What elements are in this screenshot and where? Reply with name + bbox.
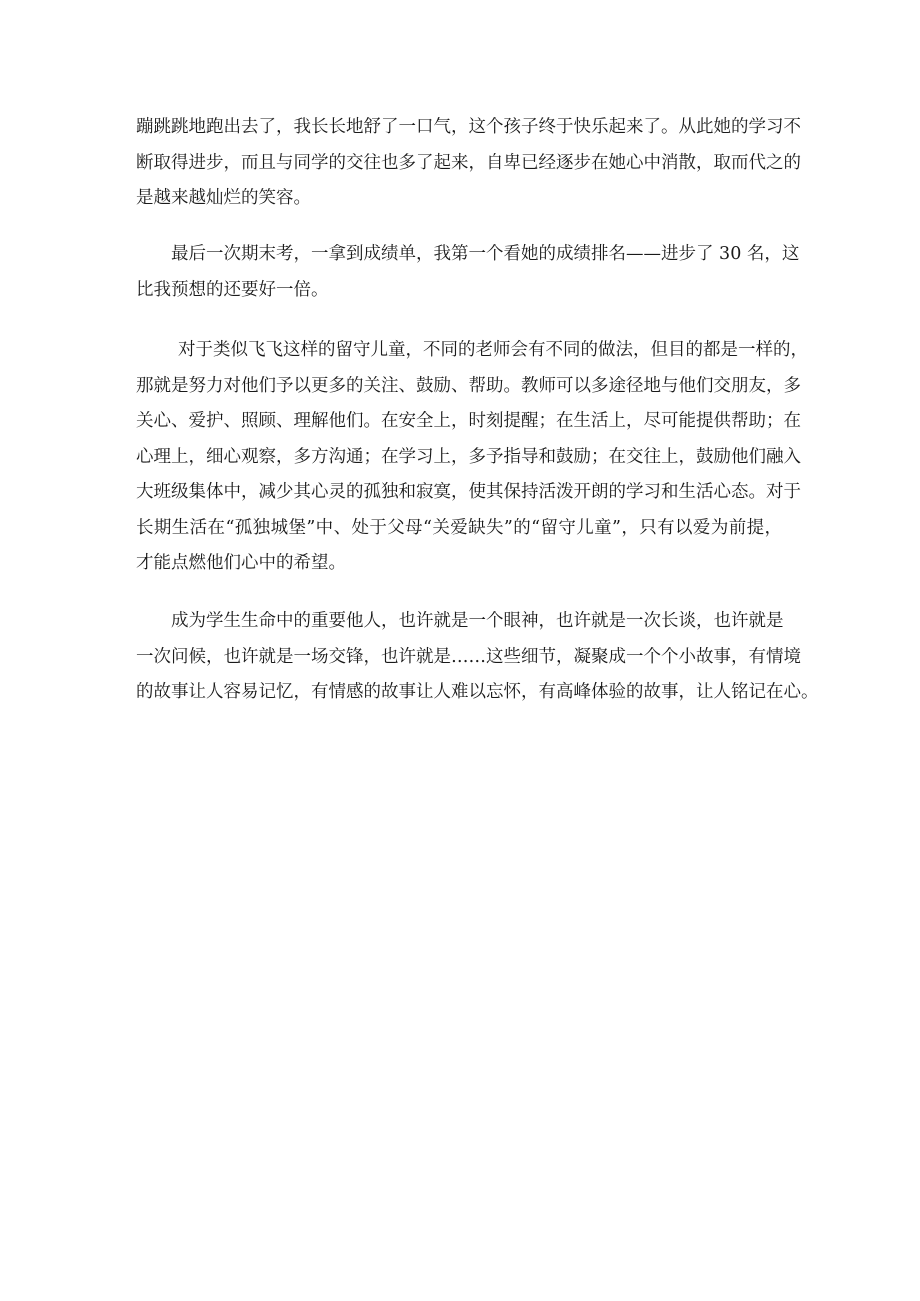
paragraph-line: 才能点燃他们心中的希望。 [136,553,346,573]
paragraph-line: 那就是努力对他们予以更多的关注、鼓励、帮助。教师可以多途径地与他们交朋友，多 [136,375,801,396]
paragraph-line: 最后一次期末考，一拿到成绩单，我第一个看她的成绩排名——进步了 30 名，这 [171,244,800,264]
paragraph-2 [136,237,800,308]
paragraph-3 [136,333,808,582]
paragraph-line: 心理上，细心观察，多方沟通；在学习上，多予指导和鼓励；在交往上，鼓励他们融入 [136,446,801,467]
paragraph-line: 成为学生生命中的重要他人，也许就是一个眼神，也许就是一次长谈，也许就是 [171,611,784,631]
paragraph-line: 是越来越灿烂的笑容。 [136,188,311,208]
paragraph-line: 的故事让人容易记忆，有情感的故事让人难以忘怀，有高峰体验的故事，让人铭记在心。 [136,682,819,702]
paragraph-line: 关心、爱护、照顾、理解他们。在安全上，时刻提醒；在生活上，尽可能提供帮助；在 [136,411,801,431]
paragraph-line: 长期生活在“孤独城堡”中、处于父母“关爱缺失”的“留守儿童”，只有以爱为前提， [136,517,782,538]
paragraph-line: 一次问候，也许就是一场交锋，也许就是……这些细节，凝聚成一个个小故事，有情境 [136,646,801,667]
paragraph-1 [136,110,801,217]
paragraph-4 [136,604,819,711]
paragraph-line: 蹦跳跳地跑出去了，我长长地舒了一口气，这个孩子终于快乐起来了。从此她的学习不 [136,117,801,137]
paragraph-line: 断取得进步，而且与同学的交往也多了起来，自卑已经逐步在她心中消散，取而代之的 [136,152,801,173]
paragraph-line: 大班级集体中，减少其心灵的孤独和寂寞，使其保持活泼开朗的学习和生活心态。对于 [136,482,801,502]
paragraph-line: 对于类似飞飞这样的留守儿童，不同的老师会有不同的做法，但目的都是一样的， [178,340,808,360]
paragraph-line: 比我预想的还要好一倍。 [136,279,329,300]
